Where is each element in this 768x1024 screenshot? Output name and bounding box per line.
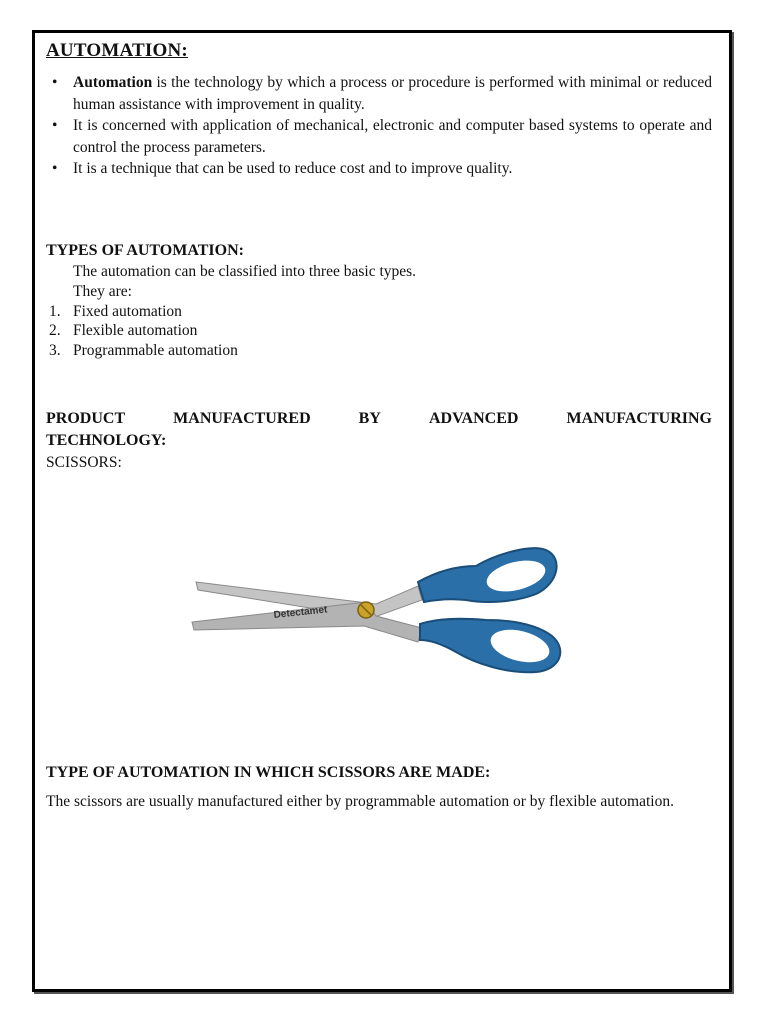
made-heading: TYPE OF AUTOMATION IN WHICH SCISSORS ARE MADE: — [46, 764, 491, 781]
list-item-label: Programmable automation — [73, 341, 238, 359]
bullet-item — [46, 158, 712, 180]
types-intro: The automation can be classified into three basic types. — [73, 262, 417, 280]
bullet-icon: • — [52, 117, 58, 134]
product-heading — [46, 408, 712, 430]
bullet-item — [46, 72, 712, 115]
list-number: 3. — [49, 341, 61, 359]
product-heading-line-2: TECHNOLOGY: — [46, 432, 167, 449]
list-item — [46, 341, 712, 361]
product-name: SCISSORS: — [46, 454, 122, 471]
bullet-lead-term: Automation — [73, 74, 153, 91]
list-number: 1. — [49, 302, 61, 320]
types-section — [46, 240, 712, 361]
list-number: 2. — [49, 322, 61, 339]
types-heading: TYPES OF AUTOMATION: — [46, 241, 244, 259]
heading-word: ADVANCED — [428, 410, 519, 427]
bullet-icon: • — [52, 74, 58, 91]
automation-section — [46, 40, 712, 180]
types-list — [46, 302, 712, 361]
list-item — [46, 321, 712, 341]
list-item-label: Flexible automation — [73, 322, 198, 339]
made-section — [46, 762, 712, 813]
heading-word: MANUFACTURING — [566, 410, 712, 427]
document-content — [46, 40, 712, 813]
made-text: The scissors are usually manufactured either by programmable automation or by flexible automation. — [46, 793, 674, 810]
automation-heading: AUTOMATION: — [46, 40, 188, 61]
bullet-text: It is a technique that can be used to reduce cost and to improve quality. — [73, 160, 513, 177]
product-section — [46, 408, 712, 734]
bullet-text: It is concerned with application of mechanical, electronic and computer based systems to operate and control the process parameters. — [73, 117, 712, 156]
brand-text: Detectamet — [273, 604, 328, 621]
heading-word: BY — [358, 410, 381, 427]
bullet-icon: • — [52, 160, 58, 177]
heading-word: MANUFACTURED — [173, 410, 311, 427]
list-item-label: Fixed automation — [73, 302, 182, 320]
scissors-icon — [186, 532, 576, 682]
automation-bullet-list — [46, 72, 712, 180]
scissors-image — [46, 474, 712, 734]
heading-word: PRODUCT — [46, 410, 126, 427]
list-item — [46, 302, 712, 322]
bullet-text: is the technology by which a process or procedure is performed with minimal or reduced human assistance with improvement in quality. — [73, 74, 712, 113]
bullet-item — [46, 115, 712, 158]
types-intro-2: They are: — [73, 282, 132, 300]
